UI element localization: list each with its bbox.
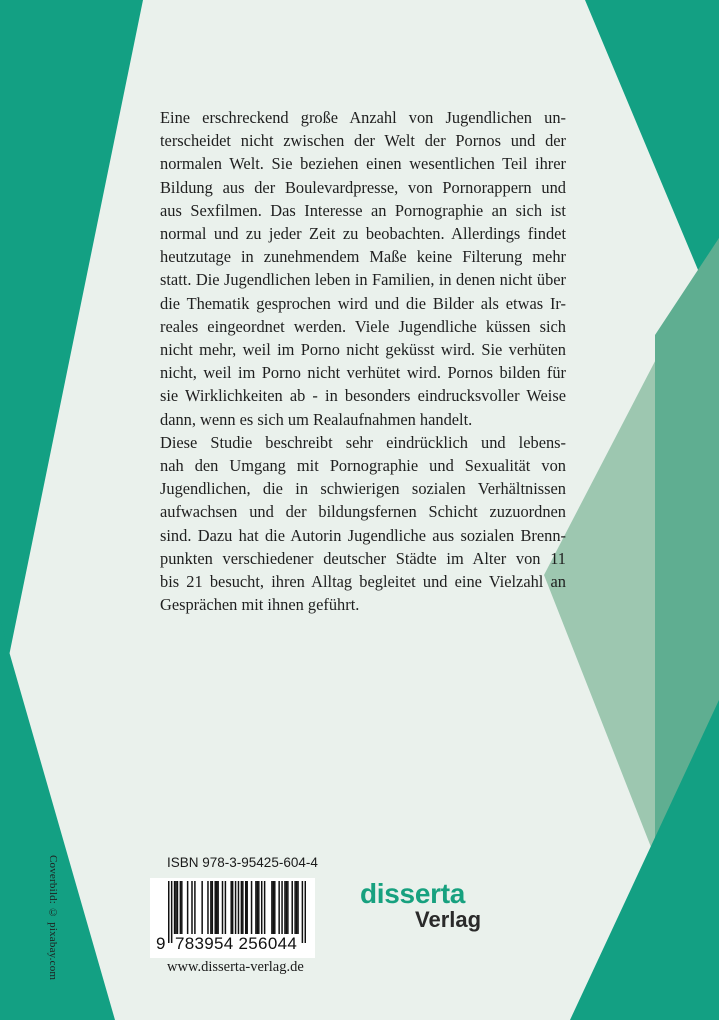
blurb-line: Bildung aus der Boulevardpresse, von Pornorappern und: [160, 177, 566, 197]
blurb-line: reales eingeordnet werden. Viele Jugendliche küssen sich: [160, 316, 566, 336]
barcode-bar: [232, 881, 234, 934]
barcode-bar: [191, 881, 193, 934]
blurb-line: nicht, weil im Porno nicht verhütet wird. Pornos bilden für: [160, 363, 566, 383]
blurb-line: statt. Die Jugendlichen leben in Familien, in denen nicht über: [160, 270, 566, 290]
barcode-bar: [287, 881, 289, 934]
barcode-bar: [284, 881, 286, 934]
barcode-bar: [180, 881, 182, 934]
logo-verlag: Verlag: [415, 907, 482, 932]
blurb-line: heutzutage in zunehmendem Maße keine Filterung mehr: [160, 247, 566, 267]
barcode-bar: [171, 881, 173, 943]
logo-disserta: disserta: [360, 878, 465, 909]
barcode-bar: [274, 881, 276, 934]
barcode-bar: [187, 881, 189, 934]
back-cover-blurb: [160, 106, 566, 616]
blurb-paragraph-2: [160, 431, 566, 617]
barcode-lead-digit: 9: [156, 934, 166, 953]
barcode-bar: [294, 881, 296, 934]
blurb-line: Eine erschreckend große Anzahl von Jugendlichen un-: [160, 108, 566, 127]
publisher-logo: [360, 880, 481, 932]
barcode-bar: [241, 881, 243, 934]
barcode-bar: [291, 881, 293, 934]
blurb-line: terscheidet nicht zwischen der Welt der Pornos und der: [160, 131, 566, 151]
barcode-bar: [168, 881, 170, 943]
blurb-line: punkten verschiedener deutscher Städte im Alter von 11: [160, 548, 566, 568]
cover-image-credit: Coverbild: © pixabay.com: [47, 855, 59, 981]
barcode-bar: [181, 881, 183, 934]
barcode-bar: [278, 881, 280, 934]
blurb-line: aufwachsen und der bildungsfernen Schicht zuzuordnen: [160, 502, 566, 522]
barcode-bar: [222, 881, 224, 934]
barcode-bar: [174, 881, 176, 934]
barcode-bar: [177, 881, 179, 934]
barcode-bar: [230, 881, 232, 934]
barcode-bar: [261, 881, 263, 934]
blurb-line: aus Sexfilmen. Das Interesse an Pornographie an sich ist: [160, 200, 566, 220]
barcode-bar: [281, 881, 283, 934]
barcode-bar: [245, 881, 247, 934]
barcode-bar: [212, 881, 214, 934]
barcode-bar: [246, 881, 248, 934]
barcode-bar: [207, 881, 209, 934]
blurb-line: normalen Welt. Sie beziehen einen wesentlichen Teil ihrer: [160, 154, 566, 174]
barcode-bar: [273, 881, 275, 934]
barcode-bar: [201, 881, 203, 934]
barcode-bar: [257, 881, 259, 934]
barcode-bar: [251, 881, 253, 934]
barcode-bar: [258, 881, 260, 934]
barcode-bar: [271, 881, 273, 934]
barcode-bar: [255, 881, 257, 934]
blurb-line: sind. Dazu hat die Autorin Jugendliche aus sozialen Brenn-: [160, 525, 566, 545]
publisher-website: www.disserta-verlag.de: [167, 959, 304, 975]
barcode-bar: [194, 881, 196, 934]
barcode-bar: [242, 881, 244, 934]
isbn-number: ISBN 978-3-95425-604-4: [167, 855, 318, 870]
blurb-line: bis 21 besucht, ihren Alltag begleitet und eine Vielzahl an: [160, 572, 566, 592]
barcode-bar: [210, 881, 212, 934]
barcode-bar: [286, 881, 288, 934]
barcode-bar: [264, 881, 266, 934]
barcode-bar: [305, 881, 306, 943]
barcode-bar: [302, 881, 304, 943]
blurb-line: Gesprächen mit ihnen geführt.: [160, 595, 360, 615]
barcode-bar: [214, 881, 216, 934]
blurb-line: die Thematik gesprochen wird und die Bilder als etwas Ir-: [160, 293, 566, 313]
barcode-bar: [217, 881, 219, 934]
blurb-line: nicht mehr, weil im Porno nicht geküsst wird. Sie verhüten: [160, 340, 566, 360]
blurb-paragraph-1: [160, 106, 566, 431]
blurb-line: dann, wenn es sich um Realaufnahmen handelt.: [160, 409, 473, 429]
barcode-bar: [297, 881, 299, 934]
barcode-bar: [175, 881, 177, 934]
barcode-digit-groups: 783954 256044: [175, 934, 298, 953]
blurb-line: sie Wirklichkeiten ab - in besonders eindrucksvoller Weise: [160, 386, 566, 406]
blurb-line: Jugendlichen, die in schwierigen sozialen Verhältnissen: [160, 479, 566, 499]
barcode-bar: [225, 881, 227, 934]
blurb-line: Diese Studie beschreibt sehr eindrücklich und lebens-: [160, 432, 566, 452]
blurb-line: nah den Umgang mit Pornographie und Sexualität von: [160, 456, 566, 476]
barcode-bar: [216, 881, 218, 934]
barcode-bar: [296, 881, 298, 934]
ean-barcode: [150, 878, 315, 958]
blurb-line: normal und zu jeder Zeit zu beobachten. Allerdings findet: [160, 224, 566, 244]
